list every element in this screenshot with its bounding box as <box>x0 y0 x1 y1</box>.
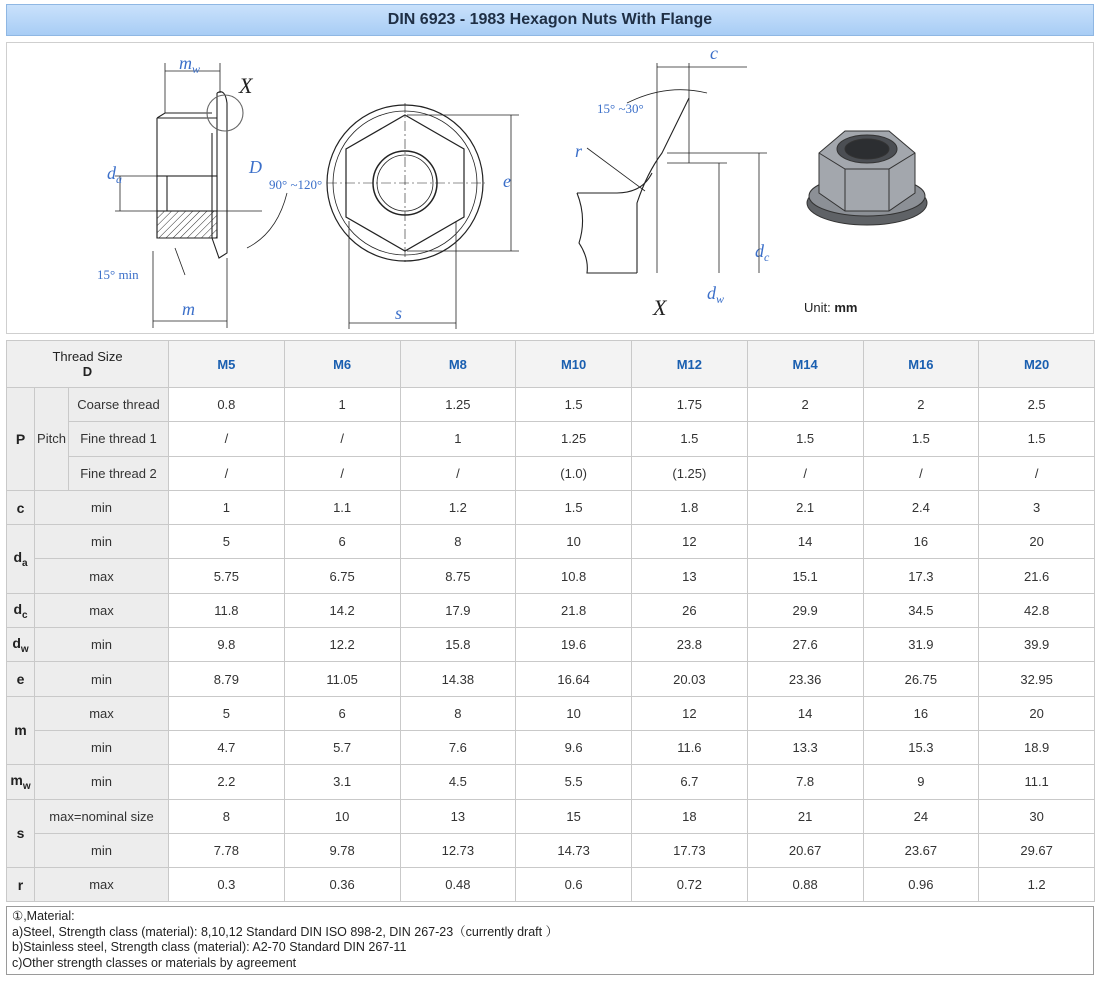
row-label: max <box>35 696 169 730</box>
table-cell: 8.75 <box>400 559 516 593</box>
label-s: s <box>395 303 403 323</box>
table-cell: 12.2 <box>284 628 400 662</box>
table-cell: 29.9 <box>747 593 863 627</box>
table-cell: 15.3 <box>863 730 979 764</box>
side-view <box>115 63 287 328</box>
table-cell: 39.9 <box>979 628 1095 662</box>
table-cell: 26.75 <box>863 662 979 696</box>
table-cell: 14.73 <box>516 833 632 867</box>
table-cell: / <box>284 422 400 456</box>
table-cell: 1.2 <box>400 490 516 524</box>
size-header: M5 <box>169 341 285 388</box>
row-label: max=nominal size <box>35 799 169 833</box>
row-label: min <box>35 833 169 867</box>
table-cell: / <box>979 456 1095 490</box>
table-cell: 12.73 <box>400 833 516 867</box>
table-cell: 23.36 <box>747 662 863 696</box>
table-body <box>7 388 1095 902</box>
row-label: min <box>35 628 169 662</box>
table-cell: / <box>863 456 979 490</box>
row-label: max <box>35 593 169 627</box>
table-cell: (1.0) <box>516 456 632 490</box>
label-r: r <box>575 141 583 161</box>
row-label: min <box>35 662 169 696</box>
table-cell: 17.9 <box>400 593 516 627</box>
row-label: min <box>35 490 169 524</box>
row-symbol: r <box>7 868 35 902</box>
table-cell: 2 <box>747 388 863 422</box>
table-cell: 0.36 <box>284 868 400 902</box>
label-angle-90-120: 90° ~120° <box>269 177 323 192</box>
table-cell: 1.5 <box>979 422 1095 456</box>
table-cell: 5.5 <box>516 765 632 799</box>
table-cell: 19.6 <box>516 628 632 662</box>
table-cell: 0.3 <box>169 868 285 902</box>
table-row <box>7 456 1095 490</box>
table-cell: 14.2 <box>284 593 400 627</box>
note-line: a)Steel, Strength class (material): 8,10,12 Standard DIN ISO 898-2, DIN 267-23（currently draft ） <box>12 924 559 939</box>
table-cell: 8 <box>169 799 285 833</box>
table-cell: 21 <box>747 799 863 833</box>
size-header: M12 <box>632 341 748 388</box>
table-cell: (1.25) <box>632 456 748 490</box>
table-cell: 34.5 <box>863 593 979 627</box>
label-mw: $m_w$ <box>179 53 201 76</box>
table-cell: 18.9 <box>979 730 1095 764</box>
technical-drawing <box>6 42 1094 334</box>
table-row <box>7 833 1095 867</box>
table-cell: 1.8 <box>632 490 748 524</box>
table-cell: 7.6 <box>400 730 516 764</box>
table-cell: 5.75 <box>169 559 285 593</box>
size-header: M14 <box>747 341 863 388</box>
table-cell: 2 <box>863 388 979 422</box>
thread-size-header: Thread Size D <box>7 341 169 388</box>
note-line: ①,Material: <box>12 909 75 923</box>
table-row <box>7 696 1095 730</box>
table-cell: 16 <box>863 696 979 730</box>
table-cell: 9.8 <box>169 628 285 662</box>
table-cell: 0.96 <box>863 868 979 902</box>
table-cell: 10.8 <box>516 559 632 593</box>
label-x-right: X <box>653 295 667 320</box>
table-cell: 0.6 <box>516 868 632 902</box>
row-label: Coarse thread <box>69 388 169 422</box>
table-cell: 11.05 <box>284 662 400 696</box>
table-cell: 13.3 <box>747 730 863 764</box>
row-label: min <box>35 765 169 799</box>
detail-x-view <box>577 63 767 273</box>
table-cell: 10 <box>516 696 632 730</box>
material-notes <box>6 906 1094 975</box>
table-cell: 14.38 <box>400 662 516 696</box>
table-cell: 1.5 <box>747 422 863 456</box>
table-cell: 16.64 <box>516 662 632 696</box>
table-cell: 8 <box>400 696 516 730</box>
table-cell: / <box>284 456 400 490</box>
table-cell: 13 <box>632 559 748 593</box>
table-cell: 10 <box>284 799 400 833</box>
table-cell: 18 <box>632 799 748 833</box>
table-cell: 0.72 <box>632 868 748 902</box>
table-cell: 23.8 <box>632 628 748 662</box>
specification-table <box>6 340 1095 902</box>
row-symbol: $d_c$ <box>7 593 35 627</box>
table-cell: 31.9 <box>863 628 979 662</box>
row-label: Fine thread 1 <box>69 422 169 456</box>
row-label: min <box>35 525 169 559</box>
label-c: c <box>710 43 718 63</box>
table-cell: 7.78 <box>169 833 285 867</box>
table-cell: 20.67 <box>747 833 863 867</box>
label-angle-15-30: 15° ~30° <box>597 101 644 116</box>
table-cell: 5.7 <box>284 730 400 764</box>
table-cell: 9.6 <box>516 730 632 764</box>
table-cell: 2.4 <box>863 490 979 524</box>
table-cell: 6 <box>284 696 400 730</box>
label-e: e <box>503 171 511 191</box>
page-title: DIN 6923 - 1983 Hexagon Nuts With Flange <box>6 4 1094 36</box>
table-cell: 3.1 <box>284 765 400 799</box>
size-header: M20 <box>979 341 1095 388</box>
table-cell: 4.7 <box>169 730 285 764</box>
table-row <box>7 730 1095 764</box>
row-symbol: m <box>7 696 35 765</box>
table-row <box>7 388 1095 422</box>
size-header: M10 <box>516 341 632 388</box>
row-subgroup: Pitch <box>35 388 69 491</box>
table-cell: 3 <box>979 490 1095 524</box>
table-cell: 1 <box>169 490 285 524</box>
table-cell: 13 <box>400 799 516 833</box>
table-row <box>7 422 1095 456</box>
table-cell: 11.1 <box>979 765 1095 799</box>
table-cell: 9.78 <box>284 833 400 867</box>
row-symbol: $d_a$ <box>7 525 35 594</box>
row-symbol: s <box>7 799 35 868</box>
row-symbol: $d_w$ <box>7 628 35 662</box>
top-view <box>327 103 519 329</box>
label-D: D <box>249 157 262 177</box>
table-cell: 5 <box>169 696 285 730</box>
table-row <box>7 662 1095 696</box>
label-dc: $d_c$ <box>755 241 770 264</box>
note-line: c)Other strength classes or materials by agreement <box>12 955 297 970</box>
table-cell: 11.8 <box>169 593 285 627</box>
size-header: M8 <box>400 341 516 388</box>
table-cell: 6.75 <box>284 559 400 593</box>
table-cell: / <box>747 456 863 490</box>
table-cell: 15 <box>516 799 632 833</box>
table-cell: 20.03 <box>632 662 748 696</box>
row-symbol: $m_w$ <box>7 765 35 799</box>
label-x-left: X <box>239 73 253 98</box>
table-cell: 15.8 <box>400 628 516 662</box>
note-line: b)Stainless steel, Strength class (material): A2-70 Standard DIN 267-11 <box>12 940 407 954</box>
table-cell: 12 <box>632 525 748 559</box>
table-cell: 32.95 <box>979 662 1095 696</box>
table-cell: 1 <box>284 388 400 422</box>
table-cell: 14 <box>747 696 863 730</box>
size-header: M6 <box>284 341 400 388</box>
table-row <box>7 799 1095 833</box>
table-row <box>7 593 1095 627</box>
row-label: min <box>35 730 169 764</box>
table-cell: 2.1 <box>747 490 863 524</box>
table-cell: 0.88 <box>747 868 863 902</box>
table-cell: 1.1 <box>284 490 400 524</box>
table-cell: 1.5 <box>516 490 632 524</box>
label-m: m <box>182 299 195 319</box>
table-cell: / <box>169 456 285 490</box>
table-row <box>7 868 1095 902</box>
table-cell: 1.2 <box>979 868 1095 902</box>
table-cell: 1.75 <box>632 388 748 422</box>
row-symbol: e <box>7 662 35 696</box>
table-cell: 2.2 <box>169 765 285 799</box>
table-cell: 12 <box>632 696 748 730</box>
table-cell: 0.8 <box>169 388 285 422</box>
table-cell: 6 <box>284 525 400 559</box>
table-row <box>7 628 1095 662</box>
row-symbol: P <box>7 388 35 491</box>
table-cell: 1.5 <box>516 388 632 422</box>
table-cell: 14 <box>747 525 863 559</box>
table-cell: 15.1 <box>747 559 863 593</box>
table-cell: 11.6 <box>632 730 748 764</box>
table-cell: 42.8 <box>979 593 1095 627</box>
table-cell: 17.73 <box>632 833 748 867</box>
table-cell: 4.5 <box>400 765 516 799</box>
table-cell: 27.6 <box>747 628 863 662</box>
table-cell: / <box>169 422 285 456</box>
table-cell: 24 <box>863 799 979 833</box>
table-cell: 8 <box>400 525 516 559</box>
drawing-svg <box>7 43 1093 333</box>
label-dw: $d_w$ <box>707 283 725 306</box>
table-cell: 0.48 <box>400 868 516 902</box>
table-cell: 9 <box>863 765 979 799</box>
row-label: max <box>35 868 169 902</box>
table-cell: 1.25 <box>400 388 516 422</box>
table-cell: 26 <box>632 593 748 627</box>
row-label: max <box>35 559 169 593</box>
table-cell: 20 <box>979 525 1095 559</box>
label-da: $d_a$ <box>107 163 122 186</box>
table-cell: 10 <box>516 525 632 559</box>
table-row <box>7 765 1095 799</box>
size-header: M16 <box>863 341 979 388</box>
table-row <box>7 559 1095 593</box>
unit-label: Unit: mm <box>804 300 858 315</box>
table-row <box>7 490 1095 524</box>
table-header-row <box>7 341 1095 388</box>
table-cell: 5 <box>169 525 285 559</box>
table-cell: 17.3 <box>863 559 979 593</box>
label-15-min: 15° min <box>97 267 139 282</box>
table-cell: 16 <box>863 525 979 559</box>
table-row <box>7 525 1095 559</box>
table-cell: 2.5 <box>979 388 1095 422</box>
table-cell: 21.6 <box>979 559 1095 593</box>
table-cell: 6.7 <box>632 765 748 799</box>
table-cell: 8.79 <box>169 662 285 696</box>
table-cell: / <box>400 456 516 490</box>
row-symbol: c <box>7 490 35 524</box>
table-cell: 20 <box>979 696 1095 730</box>
table-cell: 7.8 <box>747 765 863 799</box>
table-cell: 23.67 <box>863 833 979 867</box>
table-cell: 1.5 <box>632 422 748 456</box>
table-cell: 1.25 <box>516 422 632 456</box>
table-cell: 1.5 <box>863 422 979 456</box>
table-cell: 29.67 <box>979 833 1095 867</box>
table-cell: 30 <box>979 799 1095 833</box>
row-label: Fine thread 2 <box>69 456 169 490</box>
nut-photo-icon <box>807 131 927 225</box>
table-cell: 1 <box>400 422 516 456</box>
table-cell: 21.8 <box>516 593 632 627</box>
